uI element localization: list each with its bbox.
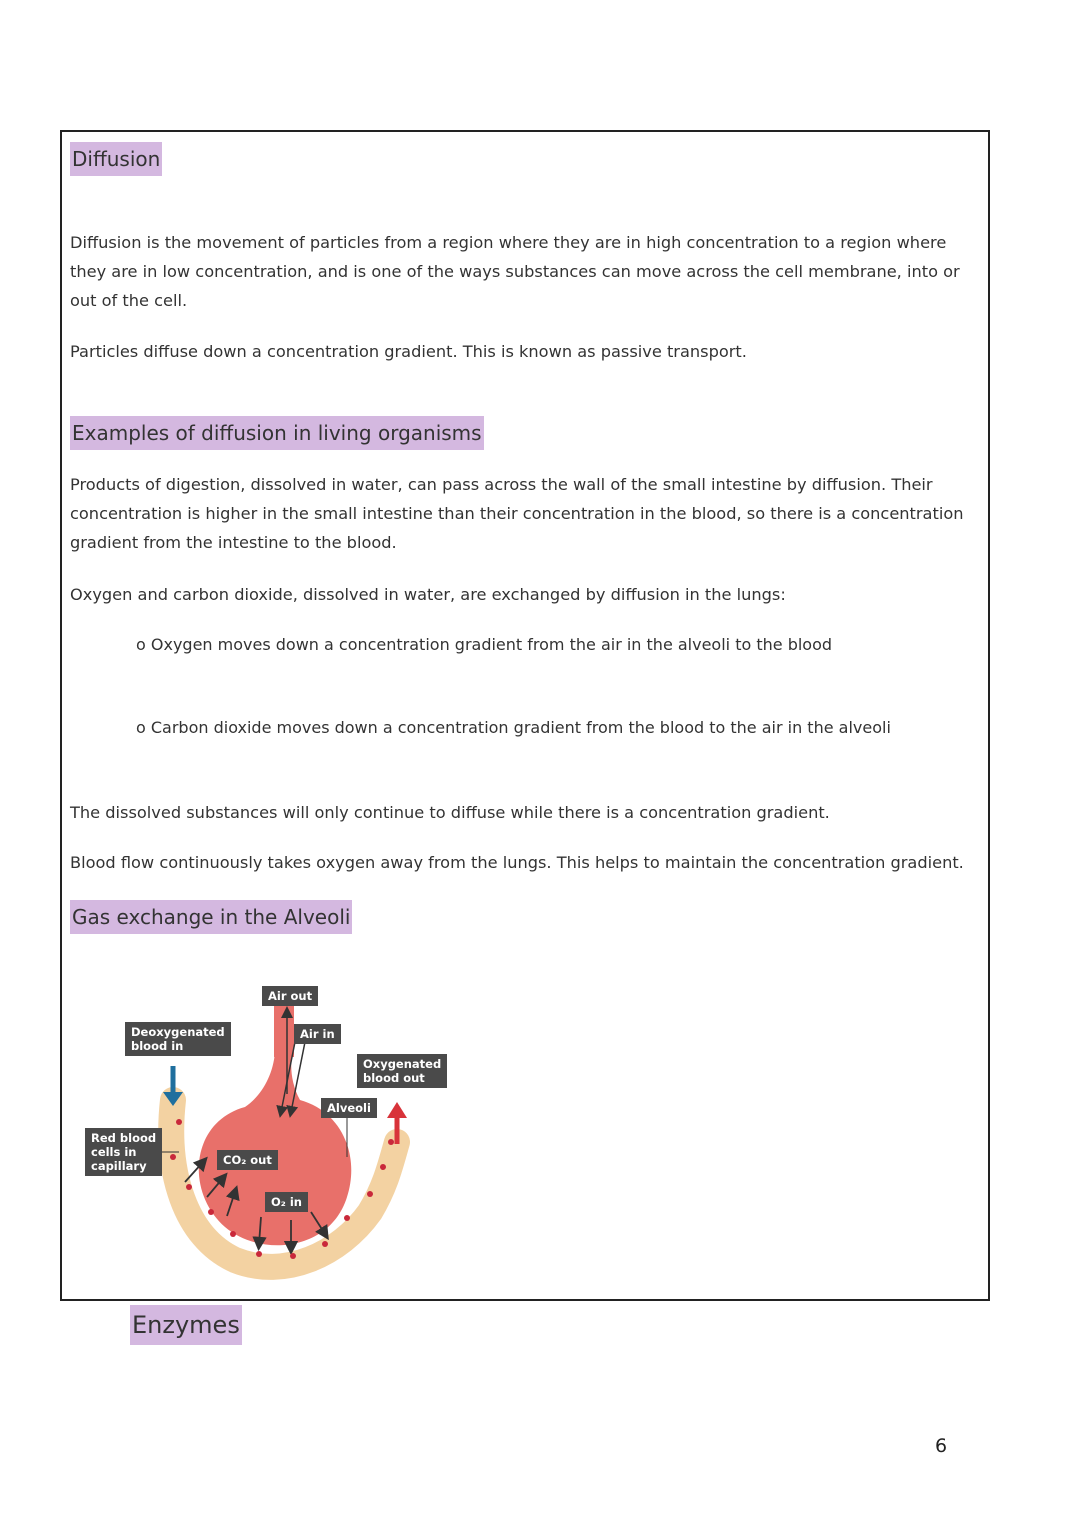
label-air-out: Air out	[262, 986, 318, 1006]
label-air-in: Air in	[294, 1024, 341, 1044]
heading-gas-exchange: Gas exchange in the Alveoli	[70, 900, 352, 934]
label-co2-out: CO₂ out	[217, 1150, 278, 1170]
page-number: 6	[935, 1435, 948, 1457]
heading-enzymes: Enzymes	[130, 1305, 242, 1345]
heading-diffusion: Diffusion	[70, 142, 162, 176]
paragraph-passive-transport: Particles diffuse down a concentration gradient. This is known as passive transport.	[70, 342, 747, 361]
paragraph-blood-flow: Blood flow continuously takes oxygen away from the lungs. This helps to maintain the concentration gradient.	[70, 853, 964, 872]
label-deoxygenated-blood: Deoxygenated blood in	[125, 1022, 231, 1056]
paragraph-diffusion-definition: Diffusion is the movement of particles from a region where they are in high concentration to a region where they are in low concentration, and is one of the ways substances can move across the cell membrane, into or out of the cell.	[70, 233, 960, 310]
paragraph-lungs: Oxygen and carbon dioxide, dissolved in water, are exchanged by diffusion in the lungs:	[70, 585, 786, 604]
label-alveoli: Alveoli	[321, 1098, 377, 1118]
bullet-oxygen: o Oxygen moves down a concentration gradient from the air in the alveoli to the blood	[136, 635, 833, 654]
paragraph-gradient-continue: The dissolved substances will only continue to diffuse while there is a concentration gradient.	[70, 803, 830, 822]
airway-shape	[274, 1002, 294, 1057]
label-oxygenated-blood: Oxygenated blood out	[357, 1054, 447, 1088]
paragraph-digestion: Products of digestion, dissolved in water, can pass across the wall of the small intestine by diffusion. Their concentration is higher in the small intestine than their concentration in the blood, so there is a concentration gradient from the intestine to the blood.	[70, 475, 964, 552]
bullet-carbon-dioxide: o Carbon dioxide moves down a concentration gradient from the blood to the air in the alveoli	[136, 718, 891, 737]
alveoli-diagram	[85, 982, 445, 1282]
heading-examples: Examples of diffusion in living organisms	[70, 416, 484, 450]
label-o2-in: O₂ in	[265, 1192, 308, 1212]
label-red-blood-cells: Red blood cells in capillary	[85, 1128, 162, 1176]
alveolus-shape	[199, 1052, 352, 1245]
